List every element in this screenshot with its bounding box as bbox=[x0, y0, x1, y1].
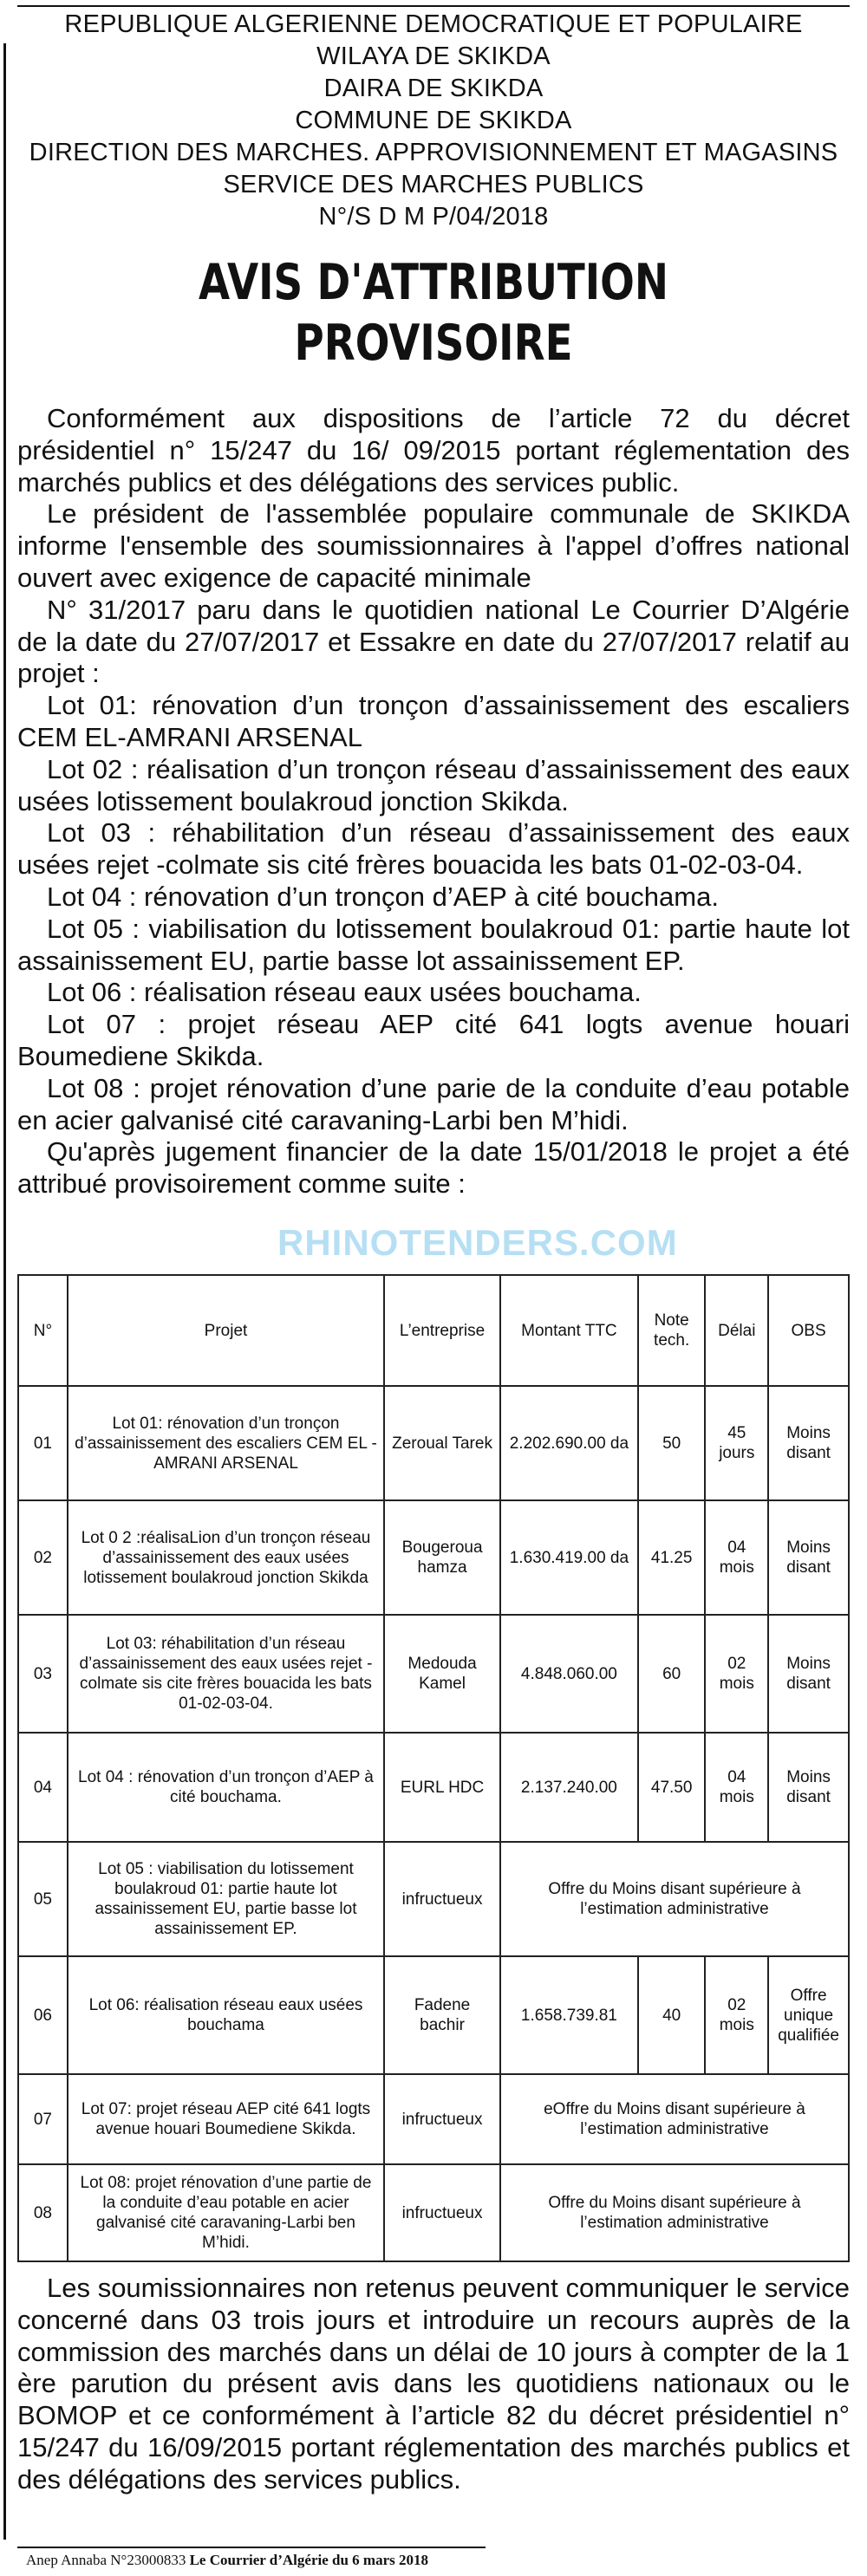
body-lot-06: Lot 06 : réalisation réseau eaux usées bouchama. bbox=[47, 977, 642, 1008]
cell-projet: Lot 05 : viabilisation du lotissement boulakroud 01: partie haute lot assainissement EU, partie basse lot assainissement EP. bbox=[68, 1842, 384, 1956]
cell-note: 47.50 bbox=[638, 1733, 706, 1842]
cell-no: 07 bbox=[18, 2074, 68, 2164]
cell-entreprise: EURL HDC bbox=[384, 1733, 500, 1842]
header-line-direction: DIRECTION DES MARCHES. APPROVISIONNEMENT ET MAGASINS bbox=[29, 139, 838, 166]
body-lot-03: Lot 03 : réhabilitation d’un réseau d’assainissement des eaux usées rejet -colmate sis cité frères bouacida les bats 01-02-03-04. bbox=[17, 817, 850, 881]
table-row bbox=[18, 1956, 849, 2074]
table-row bbox=[18, 1386, 849, 1500]
cell-montant: 4.848.060.00 bbox=[500, 1615, 638, 1733]
body-lot-05: Lot 05 : viabilisation du lotissement boulakroud 01: partie haute lot assainissement EU, partie basse lot assainissement EP. bbox=[17, 913, 850, 976]
table-header-row bbox=[18, 1275, 849, 1386]
attribution-table bbox=[17, 1274, 850, 2262]
cell-projet: Lot 08: projet rénovation d’une partie de la conduite d’eau potable en acier galvanisé cité caravaning-Larbi ben M’hidi. bbox=[68, 2164, 384, 2261]
header-block bbox=[17, 9, 850, 233]
notice-page bbox=[17, 9, 850, 2495]
table-row bbox=[18, 1842, 849, 1956]
cell-delai: 45 jours bbox=[705, 1386, 768, 1500]
body-paragraph: Conformément aux dispositions de l’article 72 du décret présidentiel n° 15/247 du 16/ 09/2015 portant réglementation des marchés publics et des délégations des services public. bbox=[17, 403, 850, 498]
cell-montant: 1.630.419.00 da bbox=[500, 1500, 638, 1615]
table-row bbox=[18, 1733, 849, 1842]
cell-obs: Moins disant bbox=[768, 1615, 849, 1733]
cell-projet: Lot 07: projet réseau AEP cité 641 logts avenue houari Boumediene Skikda. bbox=[68, 2074, 384, 2164]
body-paragraph: Le président de l'assemblée populaire communale de SKIKDA informe l'ensemble des soumissionnaires à l'appel d’offres national ouvert avec exigence de capacité minimale bbox=[17, 498, 850, 593]
cell-projet: Lot 06: réalisation réseau eaux usées bouchama bbox=[68, 1956, 384, 2074]
cell-projet: Lot 0 2 :réalisaLion d’un tronçon réseau d’assainissement des eaux usées lotissement boulakroud jonction Skikda bbox=[68, 1500, 384, 1615]
cell-obs: Moins disant bbox=[768, 1733, 849, 1842]
cell-delai: 02 mois bbox=[705, 1615, 768, 1733]
cell-obs: Moins disant bbox=[768, 1386, 849, 1500]
cell-delai: 04 mois bbox=[705, 1500, 768, 1615]
cell-obs: Offre unique qualifiée bbox=[768, 1956, 849, 2074]
header-line-commune: COMMUNE DE SKIKDA bbox=[295, 107, 572, 134]
credit-rule bbox=[17, 2547, 486, 2548]
table-row bbox=[18, 1500, 849, 1615]
body-paragraph: N° 31/2017 paru dans le quotidien national Le Courrier D’Algérie de la date du 27/07/2017 et Essakre en date du 27/07/2017 relatif au projet : bbox=[17, 594, 850, 689]
cell-merged-remark: Offre du Moins disant supérieure à l’estimation administrative bbox=[500, 1842, 849, 1956]
body-lot-02: Lot 02 : réalisation d’un tronçon réseau d’assainissement des eaux usées lotissement boulakroud jonction Skikda. bbox=[17, 753, 850, 816]
header-obs: OBS bbox=[768, 1275, 849, 1386]
cell-entreprise: infructueux bbox=[384, 1842, 500, 1956]
header-no: N° bbox=[18, 1275, 68, 1386]
top-rule bbox=[17, 5, 850, 7]
cell-projet: Lot 03: réhabilitation d’un réseau d’assainissement des eaux usées rejet -colmate sis cite frères bouacida les bats 01-02-03-04. bbox=[68, 1615, 384, 1733]
cell-note: 40 bbox=[638, 1956, 706, 2074]
header-line-daira: DAIRA DE SKIKDA bbox=[323, 75, 544, 102]
body-lot-07: Lot 07 : projet réseau AEP cité 641 logts avenue houari Boumediene Skikda. bbox=[17, 1009, 850, 1071]
left-rule bbox=[3, 43, 6, 2540]
cell-montant: 1.658.739.81 bbox=[500, 1956, 638, 2074]
body-lot-08: Lot 08 : projet rénovation d’une parie de la conduite d’eau potable en acier galvanisé cité caravaning-Larbi ben M’hidi. bbox=[17, 1072, 850, 1135]
cell-merged-remark: Offre du Moins disant supérieure à l’estimation administrative bbox=[500, 2164, 849, 2261]
body-lot-04: Lot 04 : rénovation d’un tronçon d’AEP à cité bouchama. bbox=[47, 881, 719, 912]
credit-ref: Anep Annaba N°23000833 bbox=[26, 2552, 186, 2568]
table-row bbox=[18, 2074, 849, 2164]
cell-note: 41.25 bbox=[638, 1500, 706, 1615]
header-line-wilaya: WILAYA DE SKIKDA bbox=[316, 42, 551, 70]
cell-note: 60 bbox=[638, 1615, 706, 1733]
header-entreprise: L’entreprise bbox=[384, 1275, 500, 1386]
header-line-republique: REPUBLIQUE ALGERIENNE DEMOCRATIQUE ET POPULAIRE bbox=[64, 10, 803, 38]
header-projet: Projet bbox=[68, 1275, 384, 1386]
credit-paper: Le Courrier d’Algérie du 6 mars 2018 bbox=[189, 2552, 428, 2568]
header-line-reference: N°/S D M P/04/2018 bbox=[318, 203, 549, 231]
cell-projet: Lot 01: rénovation d’un tronçon d’assainissement des escaliers CEM EL -AMRANI ARSENAL bbox=[68, 1386, 384, 1500]
cell-delai: 02 mois bbox=[705, 1956, 768, 2074]
cell-montant: 2.137.240.00 bbox=[500, 1733, 638, 1842]
table-row bbox=[18, 2164, 849, 2261]
cell-entreprise: infructueux bbox=[384, 2164, 500, 2261]
cell-entreprise: infructueux bbox=[384, 2074, 500, 2164]
cell-no: 06 bbox=[18, 1956, 68, 2074]
table-row bbox=[18, 1615, 849, 1733]
header-line-service: SERVICE DES MARCHES PUBLICS bbox=[223, 171, 644, 198]
header-delai: Délai bbox=[705, 1275, 768, 1386]
watermark-text: RHINOTENDERS.COM bbox=[277, 1222, 678, 1263]
cell-projet: Lot 04 : rénovation d’un tronçon d’AEP à cité bouchama. bbox=[68, 1733, 384, 1842]
cell-no: 05 bbox=[18, 1842, 68, 1956]
cell-entreprise: Zeroual Tarek bbox=[384, 1386, 500, 1500]
notice-title: AVIS D'ATTRIBUTION PROVISOIRE bbox=[198, 254, 669, 372]
cell-montant: 2.202.690.00 da bbox=[500, 1386, 638, 1500]
cell-entreprise: Medouda Kamel bbox=[384, 1615, 500, 1733]
cell-no: 08 bbox=[18, 2164, 68, 2261]
header-note: Note tech. bbox=[638, 1275, 706, 1386]
cell-no: 01 bbox=[18, 1386, 68, 1500]
notice-footer bbox=[17, 2273, 850, 2496]
cell-obs: Moins disant bbox=[768, 1500, 849, 1615]
cell-note: 50 bbox=[638, 1386, 706, 1500]
header-montant: Montant TTC bbox=[500, 1275, 638, 1386]
cell-merged-remark: eOffre du Moins disant supérieure à l’estimation administrative bbox=[500, 2074, 849, 2164]
body-paragraph: Qu'après jugement financier de la date 15/01/2018 le projet a été attribué provisoirement comme suite : bbox=[17, 1136, 850, 1200]
publication-credit bbox=[26, 2552, 428, 2569]
cell-no: 02 bbox=[18, 1500, 68, 1615]
footer-paragraph: Les soumissionnaires non retenus peuvent communiquer le service concerné dans 03 trois jours et introduire un recours auprès de la commission des marchés dans un délai de 10 jours à compter de la 1 ère parution du présent avis dans les quotidiens nationaux ou le BOMOP et ce conformément à l’article 82 du décret présidentiel n° 15/247 du 16/09/2015 portant réglementation des marchés publics et des délégations des services publics. bbox=[17, 2273, 850, 2495]
notice-body bbox=[17, 403, 850, 1200]
cell-entreprise: Bougeroua hamza bbox=[384, 1500, 500, 1615]
body-lot-01: Lot 01: rénovation d’un tronçon d’assainissement des escaliers CEM EL-AMRANI ARSENAL bbox=[17, 690, 850, 752]
cell-delai: 04 mois bbox=[705, 1733, 768, 1842]
cell-no: 03 bbox=[18, 1615, 68, 1733]
cell-entreprise: Fadene bachir bbox=[384, 1956, 500, 2074]
cell-no: 04 bbox=[18, 1733, 68, 1842]
